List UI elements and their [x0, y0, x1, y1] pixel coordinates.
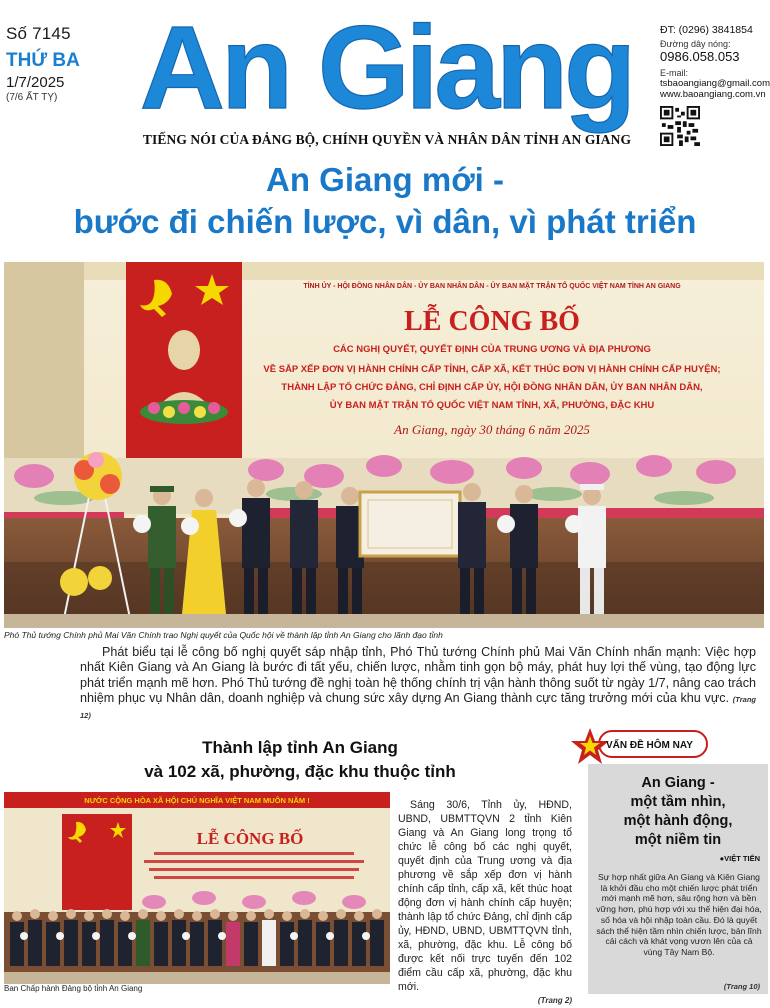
headline-line-2: bước đi chiến lược, vì dân, vì phát triển — [73, 203, 697, 240]
story2-page-ref[interactable]: (Trang 2) — [537, 996, 572, 1005]
lead-page-ref[interactable]: (Trang 12) — [80, 694, 756, 721]
sidebar-author: ●VIỆT TIẾN — [719, 854, 760, 863]
contact-phone: ĐT: (0296) 3841854 — [660, 24, 753, 36]
sidebar-title-line-3: một hành động, — [623, 813, 733, 829]
issue-weekday: THỨ BA — [6, 50, 80, 71]
issue-lunar-date: (7/6 ẤT TỴ) — [6, 92, 58, 103]
banner-line-3: THÀNH LẬP TỔ CHỨC ĐẢNG, CHỈ ĐỊNH CẤP ỦY, HỘI ĐỒNG NHÂN DÂN, ỦY BAN NHÂN DÂN, — [281, 382, 703, 393]
banner-line-4: ỦY BAN MẶT TRẬN TỔ QUỐC VIỆT NAM TỈNH, XÃ, PHƯỜNG, ĐẶC KHU — [329, 400, 655, 411]
banner-line-2: VỀ SẮP XẾP ĐƠN VỊ HÀNH CHÍNH CẤP TỈNH, CẤP XÃ, KẾT THÚC ĐƠN VỊ HÀNH CHÍNH CẤP HUYỆN; — [263, 364, 721, 375]
contact-email-label: E-mail: — [660, 68, 689, 78]
story2-title-line-1: Thành lập tỉnh An Giang — [202, 738, 398, 757]
story2-body — [398, 798, 572, 1008]
story2-photo-caption: Ban Chấp hành Đảng bộ tỉnh An Giang — [4, 984, 143, 993]
story2-text: Sáng 30/6, Tỉnh ủy, HĐND, UBND, UBMTTQVN 2 tỉnh Kiên Giang và An Giang long trọng tổ chức lễ công bố các nghị quyết, quyết định của Trung ương và địa phương về sắp xếp đơn vị hành chính cấp tỉnh, cấp xã, kết thúc hoạt động đơn vị hành chính cấp huyện; thành lập tổ chức Đảng, chỉ định cấp ủy, HĐND, UBND, UBMTTQVN tỉnh, xã, phường, đặc khu. Lễ công bố được kết nối trực tuyến đến 102 điểm cầu cấp xã, phường, đặc khu mới. — [398, 799, 572, 993]
main-photo[interactable] — [4, 262, 764, 628]
masthead — [0, 0, 770, 158]
issue-number: Số 7145 — [6, 24, 71, 43]
lead-paragraph — [80, 645, 756, 723]
sidebar-title-line-2: một tầm nhìn, — [630, 794, 726, 810]
sidebar-title-line-1: An Giang - — [641, 775, 715, 791]
contact-website[interactable]: www.baoangiang.com.vn — [660, 89, 766, 100]
banner-line-1: CÁC NGHỊ QUYẾT, QUYẾT ĐỊNH CỦA TRUNG ƯƠNG VÀ ĐỊA PHƯƠNG — [333, 344, 651, 355]
red-star-icon — [570, 726, 610, 766]
party-committee-photo — [4, 792, 390, 984]
today-issue-column[interactable] — [570, 726, 768, 994]
banner-date: An Giang, ngày 30 tháng 6 năm 2025 — [394, 422, 590, 437]
story2-photo-title: LỄ CÔNG BỐ — [196, 829, 304, 848]
contact-hotline: 0986.058.053 — [660, 49, 740, 64]
newspaper-logo — [126, 2, 646, 134]
banner-title: LỄ CÔNG BỐ — [404, 306, 580, 337]
logo-text: An Giang — [139, 2, 633, 134]
sidebar-page-ref[interactable]: (Trang 10) — [723, 982, 760, 991]
qr-code-icon[interactable] — [660, 106, 700, 146]
issue-info — [6, 24, 126, 103]
story2-title[interactable] — [100, 736, 500, 784]
contact-email[interactable]: tsbaoangiang@gmail.com — [660, 78, 770, 89]
story2-photo-banner: NƯỚC CỘNG HÒA XÃ HỘI CHỦ NGHĨA VIỆT NAM MUÔN NĂM ! — [84, 796, 310, 805]
story2-photo[interactable] — [4, 792, 390, 984]
slogan: TIẾNG NÓI CỦA ĐẢNG BỘ, CHÍNH QUYỀN VÀ NHÂN DÂN TỈNH AN GIANG — [142, 132, 632, 147]
lead-text: Phát biểu tại lễ công bố nghị quyết sáp nhập tỉnh, Phó Thủ tướng Chính phủ Mai Văn Chính nhấn mạnh: Việc hợp nhất Kiên Giang và An Giang là bước đi tất yếu, chiến lược, nhằm tinh gọn bộ máy, phát huy lợi thế vùng, tạo động lực phát triển mạnh mẽ hơn. Phó Thủ tướng đề nghị toàn hệ thống chính trị vận hành thông suốt từ ngày 1/7, nâng cao trách nhiệm phục vụ Nhân dân, doanh nghiệp và chung sức xây dựng An Giang thành cực tăng trưởng mới của khu vực. — [80, 645, 756, 705]
sidebar-title — [592, 774, 764, 850]
logo-wordmark — [126, 2, 646, 134]
ceremony-photo — [4, 262, 764, 628]
contact-hotline-label: Đường dây nóng: — [660, 39, 731, 49]
story2-title-line-2: và 102 xã, phường, đặc khu thuộc tỉnh — [144, 762, 456, 781]
sidebar-label: VẤN ĐỀ HÔM NAY — [606, 740, 693, 751]
issue-date: 1/7/2025 — [6, 74, 65, 91]
banner-organizers: TỈNH ỦY - HỘI ĐỒNG NHÂN DÂN - ỦY BAN NHÂN DÂN - ỦY BAN MẶT TRẬN TỔ QUỐC VIỆT NAM TỈNH AN GIANG — [303, 283, 681, 290]
sidebar-title-line-4: một niềm tin — [634, 832, 722, 848]
sidebar-text: Sự hợp nhất giữa An Giang và Kiên Giang là khởi đầu cho một chiến lược phát triển mới mạnh mẽ hơn, sâu rộng hơn và bền vững hơn, phù hợp với xu thế hiện đại hóa, số hóa và hội nhập toàn cầu. Đó là quyết sách thể hiện tầm nhìn chiến lược, bản lĩnh cải cách và khát vọng vươn lên của cả vùng Tây Nam Bộ. — [596, 872, 762, 957]
contact-info — [660, 24, 768, 146]
main-photo-caption: Phó Thủ tướng Chính phủ Mai Văn Chính trao Nghị quyết của Quốc hội về thành lập tỉnh An Giang cho lãnh đạo tỉnh — [4, 630, 443, 640]
main-headline[interactable] — [0, 160, 770, 244]
headline-line-1: An Giang mới - — [266, 161, 504, 198]
